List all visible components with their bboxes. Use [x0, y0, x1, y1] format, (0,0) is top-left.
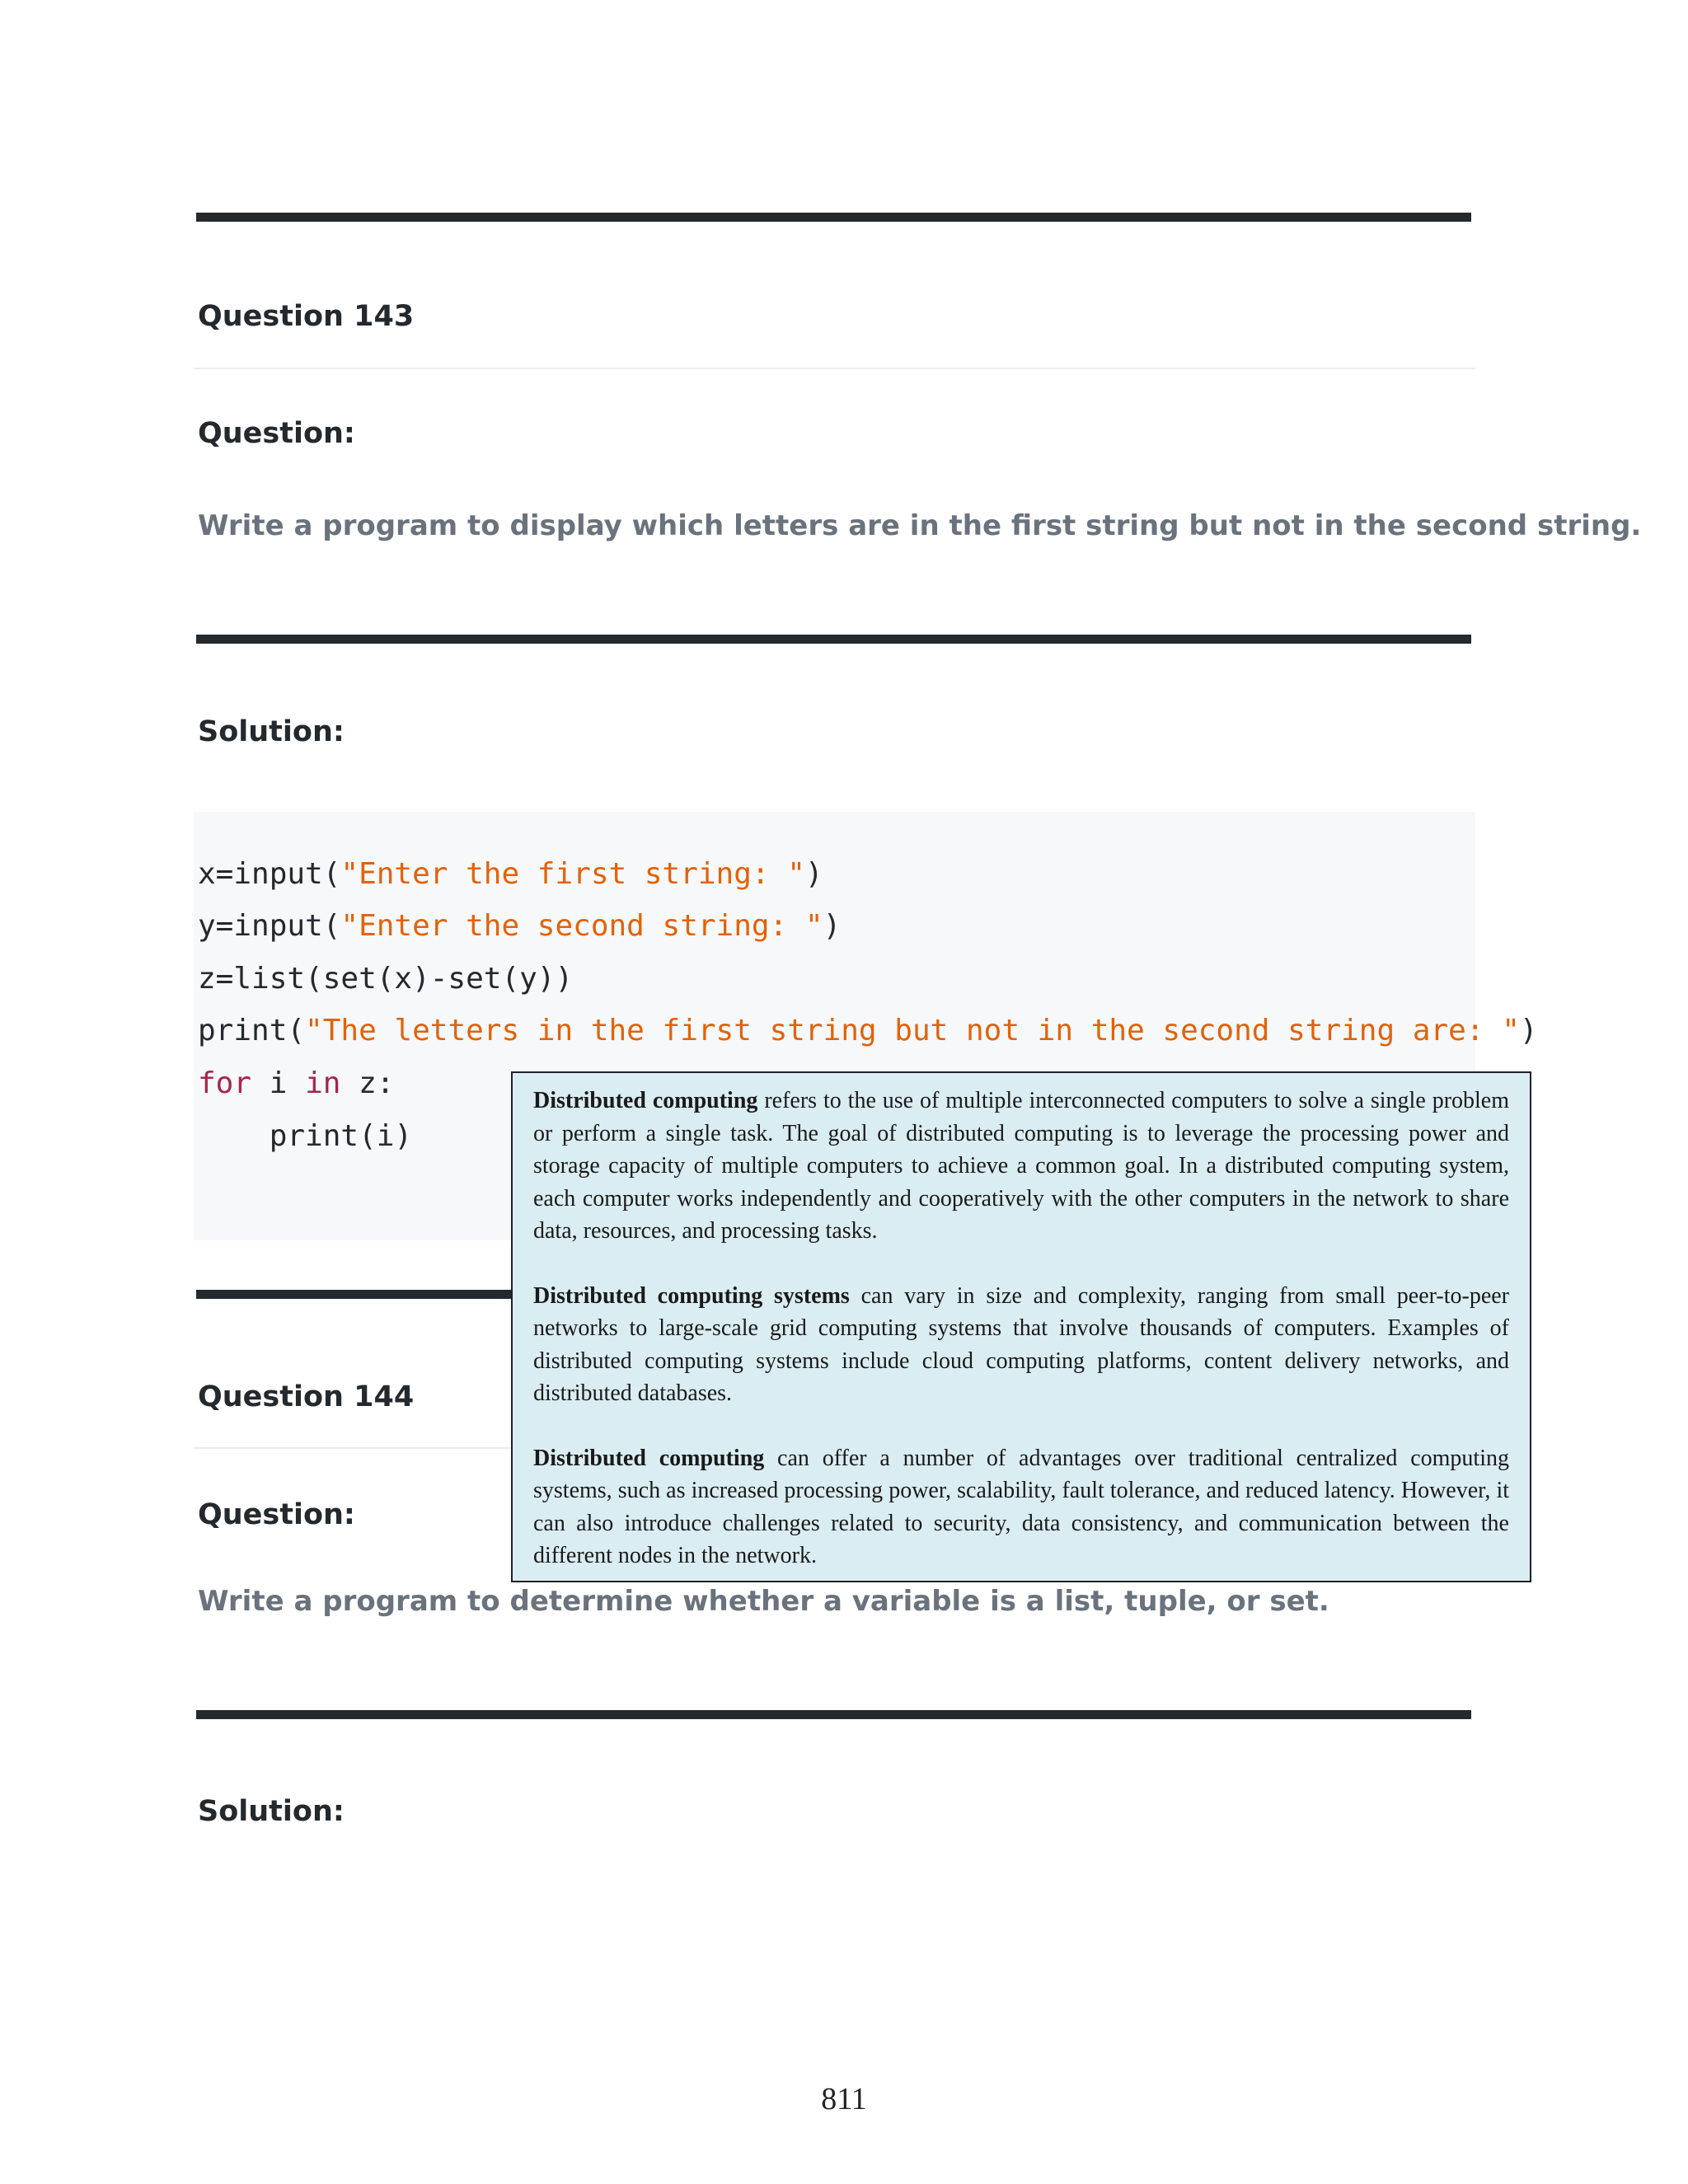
question-144-heading: Question 144	[198, 1380, 415, 1413]
code-line-6: print(i)	[198, 1119, 413, 1153]
section-rule	[196, 1710, 1471, 1719]
solution-label: Solution:	[198, 715, 345, 748]
code-line-4: print("The letters in the first string but not in the second string are: ")	[198, 1014, 1538, 1047]
code-line-2: y=input("Enter the second string: ")	[198, 909, 842, 943]
question-text: Write a program to display which letters are in the first string but not in the second string.	[198, 509, 1642, 542]
section-rule	[196, 635, 1471, 644]
page-number: 811	[821, 2082, 867, 2116]
code-line-1: x=input("Enter the first string: ")	[198, 857, 823, 891]
distributed-computing-note	[511, 1071, 1531, 1582]
code-line-5: for i in z:	[198, 1066, 395, 1100]
note-paragraph-2: Distributed computing systems can vary in size and complexity, ranging from small peer-to-peer networks to large-scale grid computing systems that involve thousands of computers. Examples of distributed computing systems include cloud computing platforms, content delivery networks, and distributed databases.	[533, 1282, 1509, 1406]
question-text: Write a program to determine whether a variable is a list, tuple, or set.	[198, 1585, 1329, 1618]
top-rule	[196, 213, 1471, 222]
solution-label: Solution:	[198, 1795, 345, 1828]
question-label: Question:	[198, 1498, 355, 1531]
question-143-heading: Question 143	[198, 300, 415, 333]
code-line-3: z=list(set(x)-set(y))	[198, 962, 574, 996]
note-paragraph-3: Distributed computing can offer a number of advantages over traditional centralized computing systems, such as increased processing power, scalability, fault tolerance, and reduced latency. However, it can also introduce challenges related to security, data consistency, and communication between the different nodes in the network.	[533, 1445, 1509, 1568]
heading-underline	[194, 368, 1475, 369]
question-label: Question:	[198, 417, 355, 450]
note-paragraph-1: Distributed computing refers to the use of multiple interconnected computers to solve a single problem or perform a single task. The goal of distributed computing is to leverage the processing power and storage capacity of multiple computers to achieve a common goal. In a distributed computing system, each computer works independently and cooperatively with the other computers in the network to share data, resources, and processing tasks.	[533, 1088, 1509, 1244]
